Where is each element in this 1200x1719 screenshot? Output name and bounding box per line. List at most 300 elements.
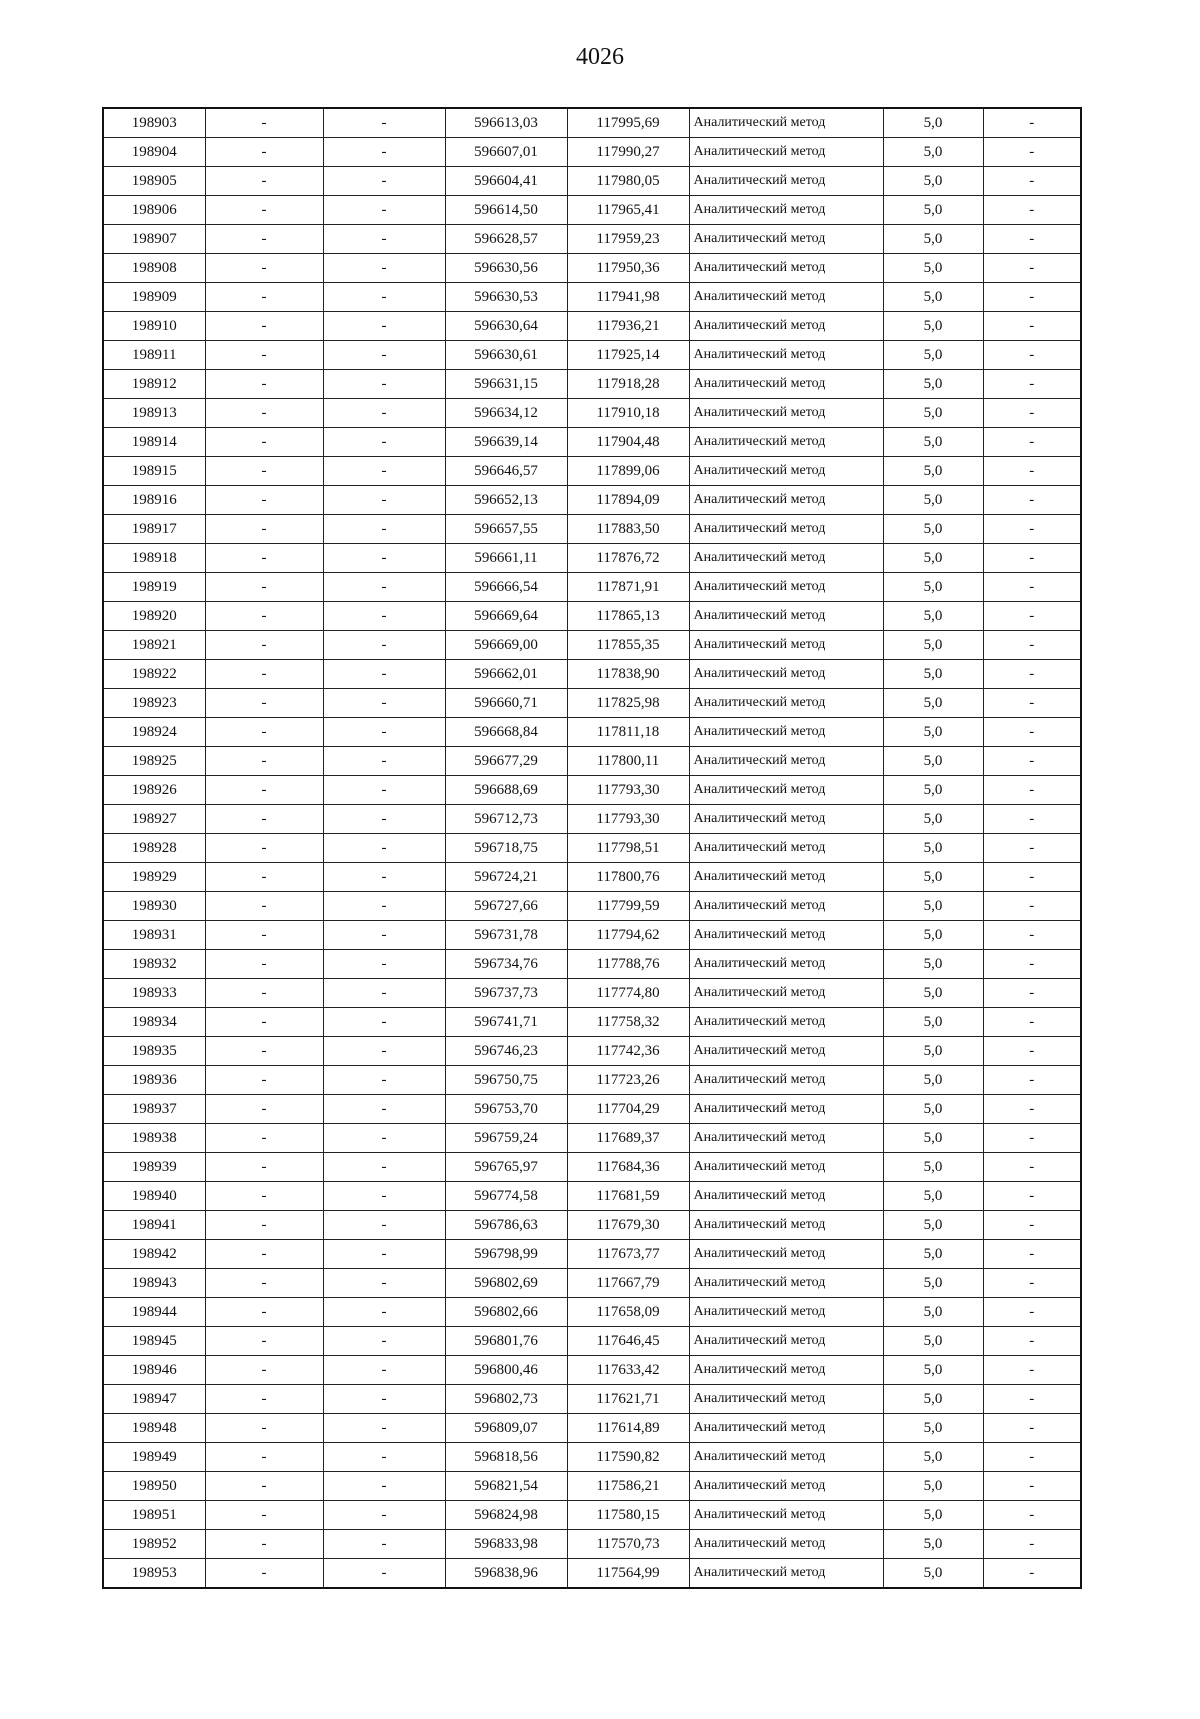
x-coordinate-cell: 596750,75 xyxy=(445,1066,567,1095)
note-cell: - xyxy=(983,1211,1081,1240)
method-cell: Аналитический метод xyxy=(689,1269,883,1298)
note-cell: - xyxy=(983,283,1081,312)
x-coordinate-cell: 596604,41 xyxy=(445,167,567,196)
empty-x-cell: - xyxy=(205,1124,323,1153)
empty-y-cell: - xyxy=(323,1385,445,1414)
note-cell: - xyxy=(983,1037,1081,1066)
table-row xyxy=(103,1211,1081,1240)
empty-y-cell: - xyxy=(323,689,445,718)
y-coordinate-cell: 117704,29 xyxy=(567,1095,689,1124)
method-cell: Аналитический метод xyxy=(689,1530,883,1559)
method-cell: Аналитический метод xyxy=(689,428,883,457)
accuracy-cell: 5,0 xyxy=(883,747,983,776)
empty-x-cell: - xyxy=(205,1008,323,1037)
method-cell: Аналитический метод xyxy=(689,486,883,515)
note-cell: - xyxy=(983,602,1081,631)
accuracy-cell: 5,0 xyxy=(883,950,983,979)
y-coordinate-cell: 117995,69 xyxy=(567,108,689,138)
method-cell: Аналитический метод xyxy=(689,776,883,805)
y-coordinate-cell: 117570,73 xyxy=(567,1530,689,1559)
x-coordinate-cell: 596661,11 xyxy=(445,544,567,573)
y-coordinate-cell: 117793,30 xyxy=(567,776,689,805)
method-cell: Аналитический метод xyxy=(689,1037,883,1066)
x-coordinate-cell: 596662,01 xyxy=(445,660,567,689)
x-coordinate-cell: 596613,03 xyxy=(445,108,567,138)
point-number-cell: 198951 xyxy=(103,1501,205,1530)
note-cell: - xyxy=(983,1356,1081,1385)
point-number-cell: 198904 xyxy=(103,138,205,167)
empty-y-cell: - xyxy=(323,805,445,834)
x-coordinate-cell: 596634,12 xyxy=(445,399,567,428)
empty-y-cell: - xyxy=(323,196,445,225)
x-coordinate-cell: 596660,71 xyxy=(445,689,567,718)
empty-y-cell: - xyxy=(323,979,445,1008)
empty-y-cell: - xyxy=(323,921,445,950)
y-coordinate-cell: 117723,26 xyxy=(567,1066,689,1095)
point-number-cell: 198920 xyxy=(103,602,205,631)
note-cell: - xyxy=(983,370,1081,399)
note-cell: - xyxy=(983,1530,1081,1559)
accuracy-cell: 5,0 xyxy=(883,312,983,341)
empty-y-cell: - xyxy=(323,1298,445,1327)
accuracy-cell: 5,0 xyxy=(883,921,983,950)
accuracy-cell: 5,0 xyxy=(883,341,983,370)
point-number-cell: 198921 xyxy=(103,631,205,660)
empty-y-cell: - xyxy=(323,1269,445,1298)
table-row xyxy=(103,167,1081,196)
empty-x-cell: - xyxy=(205,718,323,747)
empty-x-cell: - xyxy=(205,457,323,486)
empty-y-cell: - xyxy=(323,1240,445,1269)
method-cell: Аналитический метод xyxy=(689,138,883,167)
method-cell: Аналитический метод xyxy=(689,225,883,254)
note-cell: - xyxy=(983,486,1081,515)
x-coordinate-cell: 596801,76 xyxy=(445,1327,567,1356)
x-coordinate-cell: 596652,13 xyxy=(445,486,567,515)
method-cell: Аналитический метод xyxy=(689,341,883,370)
point-number-cell: 198928 xyxy=(103,834,205,863)
point-number-cell: 198910 xyxy=(103,312,205,341)
empty-x-cell: - xyxy=(205,660,323,689)
x-coordinate-cell: 596741,71 xyxy=(445,1008,567,1037)
accuracy-cell: 5,0 xyxy=(883,1124,983,1153)
accuracy-cell: 5,0 xyxy=(883,892,983,921)
accuracy-cell: 5,0 xyxy=(883,167,983,196)
empty-x-cell: - xyxy=(205,1182,323,1211)
empty-y-cell: - xyxy=(323,1211,445,1240)
table-row xyxy=(103,544,1081,573)
y-coordinate-cell: 117774,80 xyxy=(567,979,689,1008)
method-cell: Аналитический метод xyxy=(689,1008,883,1037)
y-coordinate-cell: 117758,32 xyxy=(567,1008,689,1037)
accuracy-cell: 5,0 xyxy=(883,1211,983,1240)
x-coordinate-cell: 596759,24 xyxy=(445,1124,567,1153)
point-number-cell: 198903 xyxy=(103,108,205,138)
y-coordinate-cell: 117838,90 xyxy=(567,660,689,689)
accuracy-cell: 5,0 xyxy=(883,1298,983,1327)
y-coordinate-cell: 117959,23 xyxy=(567,225,689,254)
empty-x-cell: - xyxy=(205,108,323,138)
method-cell: Аналитический метод xyxy=(689,1414,883,1443)
accuracy-cell: 5,0 xyxy=(883,834,983,863)
note-cell: - xyxy=(983,138,1081,167)
y-coordinate-cell: 117689,37 xyxy=(567,1124,689,1153)
empty-x-cell: - xyxy=(205,254,323,283)
accuracy-cell: 5,0 xyxy=(883,1385,983,1414)
x-coordinate-cell: 596833,98 xyxy=(445,1530,567,1559)
x-coordinate-cell: 596734,76 xyxy=(445,950,567,979)
note-cell: - xyxy=(983,1095,1081,1124)
point-number-cell: 198908 xyxy=(103,254,205,283)
note-cell: - xyxy=(983,341,1081,370)
note-cell: - xyxy=(983,457,1081,486)
note-cell: - xyxy=(983,1240,1081,1269)
point-number-cell: 198945 xyxy=(103,1327,205,1356)
x-coordinate-cell: 596628,57 xyxy=(445,225,567,254)
empty-x-cell: - xyxy=(205,892,323,921)
method-cell: Аналитический метод xyxy=(689,1211,883,1240)
accuracy-cell: 5,0 xyxy=(883,1240,983,1269)
y-coordinate-cell: 117855,35 xyxy=(567,631,689,660)
accuracy-cell: 5,0 xyxy=(883,1356,983,1385)
note-cell: - xyxy=(983,979,1081,1008)
point-number-cell: 198939 xyxy=(103,1153,205,1182)
empty-y-cell: - xyxy=(323,1182,445,1211)
accuracy-cell: 5,0 xyxy=(883,1153,983,1182)
point-number-cell: 198935 xyxy=(103,1037,205,1066)
table-row xyxy=(103,486,1081,515)
empty-x-cell: - xyxy=(205,602,323,631)
note-cell: - xyxy=(983,544,1081,573)
accuracy-cell: 5,0 xyxy=(883,515,983,544)
empty-y-cell: - xyxy=(323,515,445,544)
empty-x-cell: - xyxy=(205,1559,323,1589)
method-cell: Аналитический метод xyxy=(689,631,883,660)
table-row xyxy=(103,1559,1081,1589)
method-cell: Аналитический метод xyxy=(689,254,883,283)
accuracy-cell: 5,0 xyxy=(883,428,983,457)
accuracy-cell: 5,0 xyxy=(883,689,983,718)
empty-x-cell: - xyxy=(205,1414,323,1443)
point-number-cell: 198912 xyxy=(103,370,205,399)
y-coordinate-cell: 117894,09 xyxy=(567,486,689,515)
note-cell: - xyxy=(983,1298,1081,1327)
accuracy-cell: 5,0 xyxy=(883,457,983,486)
y-coordinate-cell: 117904,48 xyxy=(567,428,689,457)
note-cell: - xyxy=(983,1501,1081,1530)
note-cell: - xyxy=(983,689,1081,718)
x-coordinate-cell: 596727,66 xyxy=(445,892,567,921)
note-cell: - xyxy=(983,631,1081,660)
empty-x-cell: - xyxy=(205,631,323,660)
accuracy-cell: 5,0 xyxy=(883,1066,983,1095)
y-coordinate-cell: 117788,76 xyxy=(567,950,689,979)
point-number-cell: 198943 xyxy=(103,1269,205,1298)
table-row xyxy=(103,1414,1081,1443)
note-cell: - xyxy=(983,1008,1081,1037)
method-cell: Аналитический метод xyxy=(689,1443,883,1472)
y-coordinate-cell: 117794,62 xyxy=(567,921,689,950)
x-coordinate-cell: 596607,01 xyxy=(445,138,567,167)
note-cell: - xyxy=(983,1443,1081,1472)
note-cell: - xyxy=(983,747,1081,776)
empty-x-cell: - xyxy=(205,573,323,602)
empty-x-cell: - xyxy=(205,1211,323,1240)
y-coordinate-cell: 117883,50 xyxy=(567,515,689,544)
empty-y-cell: - xyxy=(323,1153,445,1182)
point-number-cell: 198950 xyxy=(103,1472,205,1501)
method-cell: Аналитический метод xyxy=(689,689,883,718)
note-cell: - xyxy=(983,805,1081,834)
point-number-cell: 198936 xyxy=(103,1066,205,1095)
note-cell: - xyxy=(983,863,1081,892)
empty-x-cell: - xyxy=(205,167,323,196)
point-number-cell: 198914 xyxy=(103,428,205,457)
accuracy-cell: 5,0 xyxy=(883,1008,983,1037)
note-cell: - xyxy=(983,167,1081,196)
method-cell: Аналитический метод xyxy=(689,312,883,341)
method-cell: Аналитический метод xyxy=(689,1182,883,1211)
y-coordinate-cell: 117580,15 xyxy=(567,1501,689,1530)
accuracy-cell: 5,0 xyxy=(883,718,983,747)
x-coordinate-cell: 596724,21 xyxy=(445,863,567,892)
point-number-cell: 198909 xyxy=(103,283,205,312)
empty-y-cell: - xyxy=(323,1037,445,1066)
method-cell: Аналитический метод xyxy=(689,573,883,602)
x-coordinate-cell: 596800,46 xyxy=(445,1356,567,1385)
accuracy-cell: 5,0 xyxy=(883,1414,983,1443)
accuracy-cell: 5,0 xyxy=(883,399,983,428)
table-row xyxy=(103,602,1081,631)
method-cell: Аналитический метод xyxy=(689,399,883,428)
point-number-cell: 198917 xyxy=(103,515,205,544)
empty-x-cell: - xyxy=(205,1472,323,1501)
empty-y-cell: - xyxy=(323,1356,445,1385)
method-cell: Аналитический метод xyxy=(689,1501,883,1530)
x-coordinate-cell: 596802,73 xyxy=(445,1385,567,1414)
method-cell: Аналитический метод xyxy=(689,921,883,950)
point-number-cell: 198932 xyxy=(103,950,205,979)
method-cell: Аналитический метод xyxy=(689,805,883,834)
point-number-cell: 198940 xyxy=(103,1182,205,1211)
note-cell: - xyxy=(983,1153,1081,1182)
x-coordinate-cell: 596630,61 xyxy=(445,341,567,370)
note-cell: - xyxy=(983,225,1081,254)
y-coordinate-cell: 117925,14 xyxy=(567,341,689,370)
y-coordinate-cell: 117658,09 xyxy=(567,1298,689,1327)
empty-x-cell: - xyxy=(205,1037,323,1066)
y-coordinate-cell: 117667,79 xyxy=(567,1269,689,1298)
empty-y-cell: - xyxy=(323,544,445,573)
point-number-cell: 198927 xyxy=(103,805,205,834)
empty-x-cell: - xyxy=(205,1240,323,1269)
empty-y-cell: - xyxy=(323,1472,445,1501)
note-cell: - xyxy=(983,399,1081,428)
method-cell: Аналитический метод xyxy=(689,660,883,689)
accuracy-cell: 5,0 xyxy=(883,602,983,631)
table-row xyxy=(103,573,1081,602)
empty-y-cell: - xyxy=(323,1501,445,1530)
x-coordinate-cell: 596669,00 xyxy=(445,631,567,660)
table-row xyxy=(103,1008,1081,1037)
empty-x-cell: - xyxy=(205,544,323,573)
accuracy-cell: 5,0 xyxy=(883,1530,983,1559)
y-coordinate-cell: 117871,91 xyxy=(567,573,689,602)
note-cell: - xyxy=(983,428,1081,457)
note-cell: - xyxy=(983,1559,1081,1589)
table-row xyxy=(103,718,1081,747)
y-coordinate-cell: 117918,28 xyxy=(567,370,689,399)
empty-x-cell: - xyxy=(205,689,323,718)
accuracy-cell: 5,0 xyxy=(883,283,983,312)
empty-x-cell: - xyxy=(205,370,323,399)
method-cell: Аналитический метод xyxy=(689,979,883,1008)
y-coordinate-cell: 117936,21 xyxy=(567,312,689,341)
table-row xyxy=(103,1182,1081,1211)
x-coordinate-cell: 596639,14 xyxy=(445,428,567,457)
point-number-cell: 198948 xyxy=(103,1414,205,1443)
point-number-cell: 198937 xyxy=(103,1095,205,1124)
y-coordinate-cell: 117646,45 xyxy=(567,1327,689,1356)
note-cell: - xyxy=(983,1182,1081,1211)
table-row xyxy=(103,689,1081,718)
table-row xyxy=(103,1385,1081,1414)
y-coordinate-cell: 117800,11 xyxy=(567,747,689,776)
y-coordinate-cell: 117825,98 xyxy=(567,689,689,718)
empty-y-cell: - xyxy=(323,370,445,399)
y-coordinate-cell: 117980,05 xyxy=(567,167,689,196)
empty-y-cell: - xyxy=(323,660,445,689)
method-cell: Аналитический метод xyxy=(689,196,883,225)
y-coordinate-cell: 117941,98 xyxy=(567,283,689,312)
point-number-cell: 198933 xyxy=(103,979,205,1008)
empty-y-cell: - xyxy=(323,747,445,776)
accuracy-cell: 5,0 xyxy=(883,1095,983,1124)
method-cell: Аналитический метод xyxy=(689,1472,883,1501)
x-coordinate-cell: 596657,55 xyxy=(445,515,567,544)
x-coordinate-cell: 596630,53 xyxy=(445,283,567,312)
note-cell: - xyxy=(983,1269,1081,1298)
x-coordinate-cell: 596614,50 xyxy=(445,196,567,225)
method-cell: Аналитический метод xyxy=(689,283,883,312)
table-row xyxy=(103,950,1081,979)
table-row xyxy=(103,1124,1081,1153)
empty-x-cell: - xyxy=(205,486,323,515)
table-row xyxy=(103,254,1081,283)
method-cell: Аналитический метод xyxy=(689,1298,883,1327)
y-coordinate-cell: 117564,99 xyxy=(567,1559,689,1589)
note-cell: - xyxy=(983,1124,1081,1153)
note-cell: - xyxy=(983,718,1081,747)
y-coordinate-cell: 117742,36 xyxy=(567,1037,689,1066)
point-number-cell: 198923 xyxy=(103,689,205,718)
table-row xyxy=(103,108,1081,138)
note-cell: - xyxy=(983,196,1081,225)
table-row xyxy=(103,457,1081,486)
empty-x-cell: - xyxy=(205,979,323,1008)
empty-x-cell: - xyxy=(205,1356,323,1385)
empty-x-cell: - xyxy=(205,834,323,863)
empty-y-cell: - xyxy=(323,1443,445,1472)
point-number-cell: 198946 xyxy=(103,1356,205,1385)
accuracy-cell: 5,0 xyxy=(883,631,983,660)
accuracy-cell: 5,0 xyxy=(883,254,983,283)
x-coordinate-cell: 596677,29 xyxy=(445,747,567,776)
empty-x-cell: - xyxy=(205,1066,323,1095)
empty-x-cell: - xyxy=(205,1269,323,1298)
point-number-cell: 198929 xyxy=(103,863,205,892)
table-row xyxy=(103,1530,1081,1559)
accuracy-cell: 5,0 xyxy=(883,1269,983,1298)
x-coordinate-cell: 596718,75 xyxy=(445,834,567,863)
empty-x-cell: - xyxy=(205,921,323,950)
method-cell: Аналитический метод xyxy=(689,950,883,979)
accuracy-cell: 5,0 xyxy=(883,863,983,892)
empty-y-cell: - xyxy=(323,1008,445,1037)
empty-x-cell: - xyxy=(205,805,323,834)
y-coordinate-cell: 117865,13 xyxy=(567,602,689,631)
y-coordinate-cell: 117990,27 xyxy=(567,138,689,167)
table-row xyxy=(103,631,1081,660)
method-cell: Аналитический метод xyxy=(689,1385,883,1414)
note-cell: - xyxy=(983,1327,1081,1356)
empty-y-cell: - xyxy=(323,138,445,167)
method-cell: Аналитический метод xyxy=(689,1095,883,1124)
empty-y-cell: - xyxy=(323,341,445,370)
empty-y-cell: - xyxy=(323,254,445,283)
note-cell: - xyxy=(983,312,1081,341)
note-cell: - xyxy=(983,108,1081,138)
method-cell: Аналитический метод xyxy=(689,863,883,892)
x-coordinate-cell: 596753,70 xyxy=(445,1095,567,1124)
x-coordinate-cell: 596802,66 xyxy=(445,1298,567,1327)
accuracy-cell: 5,0 xyxy=(883,486,983,515)
y-coordinate-cell: 117590,82 xyxy=(567,1443,689,1472)
empty-x-cell: - xyxy=(205,341,323,370)
x-coordinate-cell: 596631,15 xyxy=(445,370,567,399)
accuracy-cell: 5,0 xyxy=(883,805,983,834)
empty-y-cell: - xyxy=(323,1124,445,1153)
method-cell: Аналитический метод xyxy=(689,1240,883,1269)
x-coordinate-cell: 596818,56 xyxy=(445,1443,567,1472)
empty-x-cell: - xyxy=(205,1385,323,1414)
empty-x-cell: - xyxy=(205,950,323,979)
table-row xyxy=(103,1298,1081,1327)
table-row xyxy=(103,834,1081,863)
table-row xyxy=(103,1356,1081,1385)
table-row xyxy=(103,892,1081,921)
empty-y-cell: - xyxy=(323,834,445,863)
y-coordinate-cell: 117586,21 xyxy=(567,1472,689,1501)
method-cell: Аналитический метод xyxy=(689,515,883,544)
empty-x-cell: - xyxy=(205,863,323,892)
note-cell: - xyxy=(983,1472,1081,1501)
x-coordinate-cell: 596668,84 xyxy=(445,718,567,747)
method-cell: Аналитический метод xyxy=(689,457,883,486)
accuracy-cell: 5,0 xyxy=(883,370,983,399)
x-coordinate-cell: 596765,97 xyxy=(445,1153,567,1182)
y-coordinate-cell: 117614,89 xyxy=(567,1414,689,1443)
empty-x-cell: - xyxy=(205,428,323,457)
empty-x-cell: - xyxy=(205,138,323,167)
empty-y-cell: - xyxy=(323,602,445,631)
method-cell: Аналитический метод xyxy=(689,602,883,631)
accuracy-cell: 5,0 xyxy=(883,225,983,254)
empty-x-cell: - xyxy=(205,1327,323,1356)
y-coordinate-cell: 117684,36 xyxy=(567,1153,689,1182)
x-coordinate-cell: 596824,98 xyxy=(445,1501,567,1530)
empty-y-cell: - xyxy=(323,457,445,486)
